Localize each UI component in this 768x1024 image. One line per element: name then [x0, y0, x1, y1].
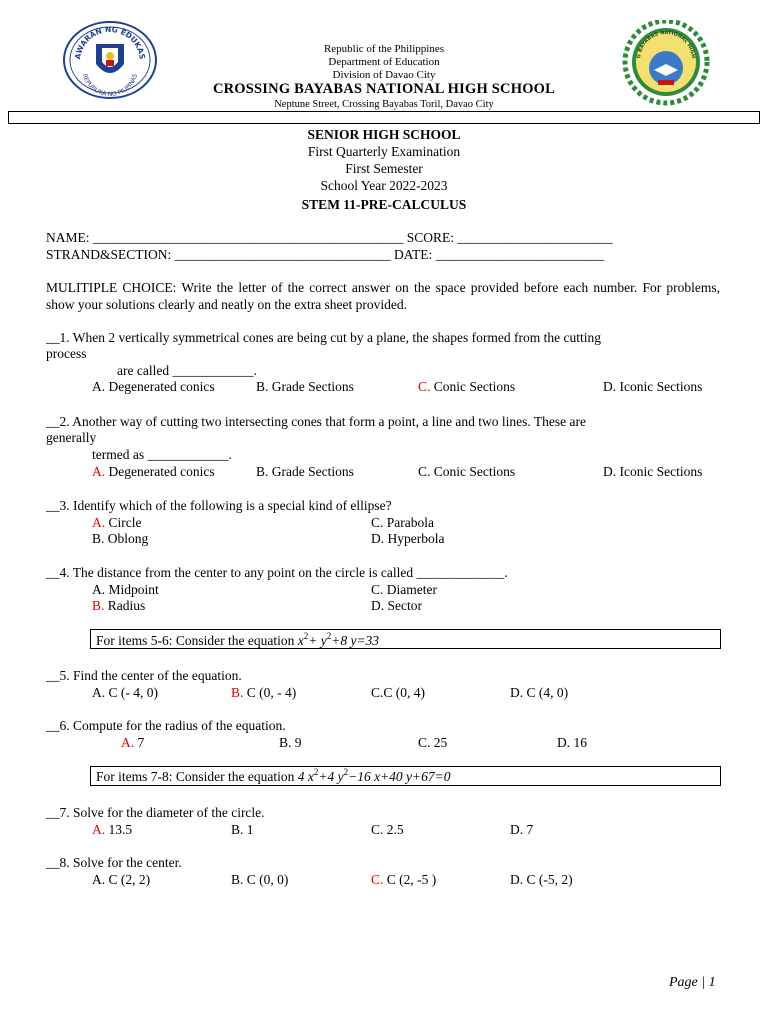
box56-y: + y [308, 633, 327, 648]
box78-b: +4 y [318, 769, 344, 784]
box78-exp1: 2 [313, 767, 319, 777]
q5-stem: __5. Find the center of the equation. [46, 668, 242, 683]
q6-stem: __6. Compute for the radius of the equation. [46, 718, 286, 733]
page-number: Page | 1 [669, 975, 716, 990]
name-score-field[interactable]: NAME: ______________________________________________ SCORE: _______________________ [46, 230, 613, 245]
q2-stem-cont: generally [46, 430, 97, 445]
box56-x: x [297, 633, 304, 648]
q7-option-c[interactable]: C. 2.5 [371, 822, 404, 837]
header-department: Department of Education [328, 56, 440, 68]
q2-option-b[interactable]: B. Grade Sections [256, 464, 354, 479]
q3-option-a[interactable] [92, 514, 142, 531]
title-school-year: School Year 2022-2023 [320, 178, 448, 193]
q5-option-c[interactable]: C.C (0, 4) [371, 685, 425, 700]
header-divider-box [8, 111, 760, 124]
title-subject: STEM 11-PRE-CALCULUS [301, 197, 467, 212]
q3-option-d[interactable]: D. Hyperbola [371, 531, 445, 546]
q1-stem-end: are called ____________. [117, 363, 257, 378]
q1-option-c[interactable] [418, 378, 515, 395]
q6-option-a[interactable] [121, 734, 144, 751]
box78-label: For items 7-8: Consider the equation [96, 769, 298, 784]
q2-option-a-text: Degenerated conics [105, 464, 215, 479]
q8-stem: __8. Solve for the center. [46, 855, 182, 870]
q6-option-d[interactable]: D. 16 [557, 735, 587, 750]
items-7-8-equation [96, 768, 451, 785]
svg-text:CROSSING BAYABAS NATIONAL HIGH: G BAYABAS NATIONAL HIGH [636, 29, 696, 59]
q5-option-b-text: C (0, - 4) [243, 685, 297, 700]
instructions [46, 279, 720, 313]
q1-answer-mark: C. [418, 379, 431, 394]
q7-option-a[interactable] [92, 821, 132, 838]
svg-text:KAGAWARAN NG EDUKASYON: AWARAN NG EDUKAS [73, 24, 147, 60]
q3-option-c[interactable]: C. Parabola [371, 515, 434, 530]
q5-option-a[interactable]: A. C (- 4, 0) [92, 685, 158, 700]
q8-option-c-text: C (2, -5 ) [383, 872, 437, 887]
title-senior-high: SENIOR HIGH SCHOOL [307, 127, 461, 142]
q2-option-a[interactable] [92, 463, 215, 480]
q8-answer-mark: C. [371, 872, 384, 887]
q4-answer-mark: B. [92, 598, 105, 613]
q8-option-a[interactable]: A. C (2, 2) [92, 872, 151, 887]
q3-answer-mark: A. [92, 515, 106, 530]
q4-option-a[interactable]: A. Midpoint [92, 582, 159, 597]
q3-option-b[interactable]: B. Oblong [92, 531, 149, 546]
q5-answer-mark: B. [231, 685, 244, 700]
q8-option-d[interactable]: D. C (-5, 2) [510, 872, 573, 887]
box56-exp2: 2 [326, 631, 332, 641]
box56-rest: +8 y=33 [331, 633, 380, 648]
box78-c: −16 x+40 y+67=0 [348, 769, 451, 784]
q6-answer-mark: A. [121, 735, 135, 750]
q4-option-d[interactable]: D. Sector [371, 598, 422, 613]
box56-exp1: 2 [303, 631, 309, 641]
title-semester: First Semester [345, 161, 423, 176]
q1-option-b[interactable]: B. Grade Sections [256, 379, 354, 394]
box78-a: 4 x [297, 769, 314, 784]
q6-option-a-text: 7 [134, 735, 145, 750]
q2-stem-end: termed as ____________. [92, 447, 232, 462]
school-name: CROSSING BAYABAS NATIONAL HIGH SCHOOL [212, 81, 556, 97]
header-division: Division of Davao City [332, 69, 436, 81]
q7-stem: __7. Solve for the diameter of the circle. [46, 805, 265, 820]
q5-option-d[interactable]: D. C (4, 0) [510, 685, 569, 700]
q6-option-c[interactable]: C. 25 [418, 735, 448, 750]
box56-label: For items 5-6: Consider the equation [96, 633, 298, 648]
q4-option-b[interactable] [92, 597, 145, 614]
q1-option-c-text: Conic Sections [430, 379, 516, 394]
q3-option-a-text: Circle [105, 515, 142, 530]
q5-option-b[interactable] [231, 684, 296, 701]
q4-stem: __4. The distance from the center to any point on the circle is called _____________. [46, 565, 508, 580]
q4-option-c[interactable]: C. Diameter [371, 582, 437, 597]
q8-option-b[interactable]: B. C (0, 0) [231, 872, 289, 887]
items-5-6-equation [96, 632, 379, 649]
q7-option-d[interactable]: D. 7 [510, 822, 534, 837]
q1-stem: __1. When 2 vertically symmetrical cones are being cut by a plane, the shapes formed from the cutting [46, 330, 601, 345]
svg-text:REPUBLIKA NG PILIPINAS: REPUBLIKA NG PILIPINAS [80, 73, 140, 99]
q2-option-c[interactable]: C. Conic Sections [418, 464, 516, 479]
q2-answer-mark: A. [92, 464, 106, 479]
strand-date-field[interactable]: STRAND&SECTION: ________________________________ DATE: _________________________ [46, 247, 605, 262]
q1-stem-cont: process [46, 346, 87, 361]
q3-stem: __3. Identify which of the following is a special kind of ellipse? [46, 498, 392, 513]
q8-option-c[interactable] [371, 871, 436, 888]
instructions-text: Write the letter of the correct answer on the space provided before each number. For problems, show your solutions clearly and neatly on the extra sheet provided. [46, 280, 720, 312]
q4-option-b-text: Radius [104, 598, 146, 613]
title-exam: First Quarterly Examination [307, 144, 461, 159]
q1-option-d[interactable]: D. Iconic Sections [603, 379, 703, 394]
q2-option-d[interactable]: D. Iconic Sections [603, 464, 703, 479]
q7-answer-mark: A. [92, 822, 106, 837]
instructions-label: MULITIPLE CHOICE: [46, 280, 177, 295]
box78-exp2: 2 [343, 767, 349, 777]
header-republic: Republic of the Philippines [323, 43, 445, 55]
q7-option-a-text: 13.5 [105, 822, 133, 837]
q1-option-a[interactable]: A. Degenerated conics [92, 379, 215, 394]
school-address: Neptune Street, Crossing Bayabas Toril, Davao City [274, 99, 494, 110]
q2-stem: __2. Another way of cutting two intersecting cones that form a point, a line and two lines. These are [46, 414, 586, 429]
q6-option-b[interactable]: B. 9 [279, 735, 302, 750]
q7-option-b[interactable]: B. 1 [231, 822, 254, 837]
